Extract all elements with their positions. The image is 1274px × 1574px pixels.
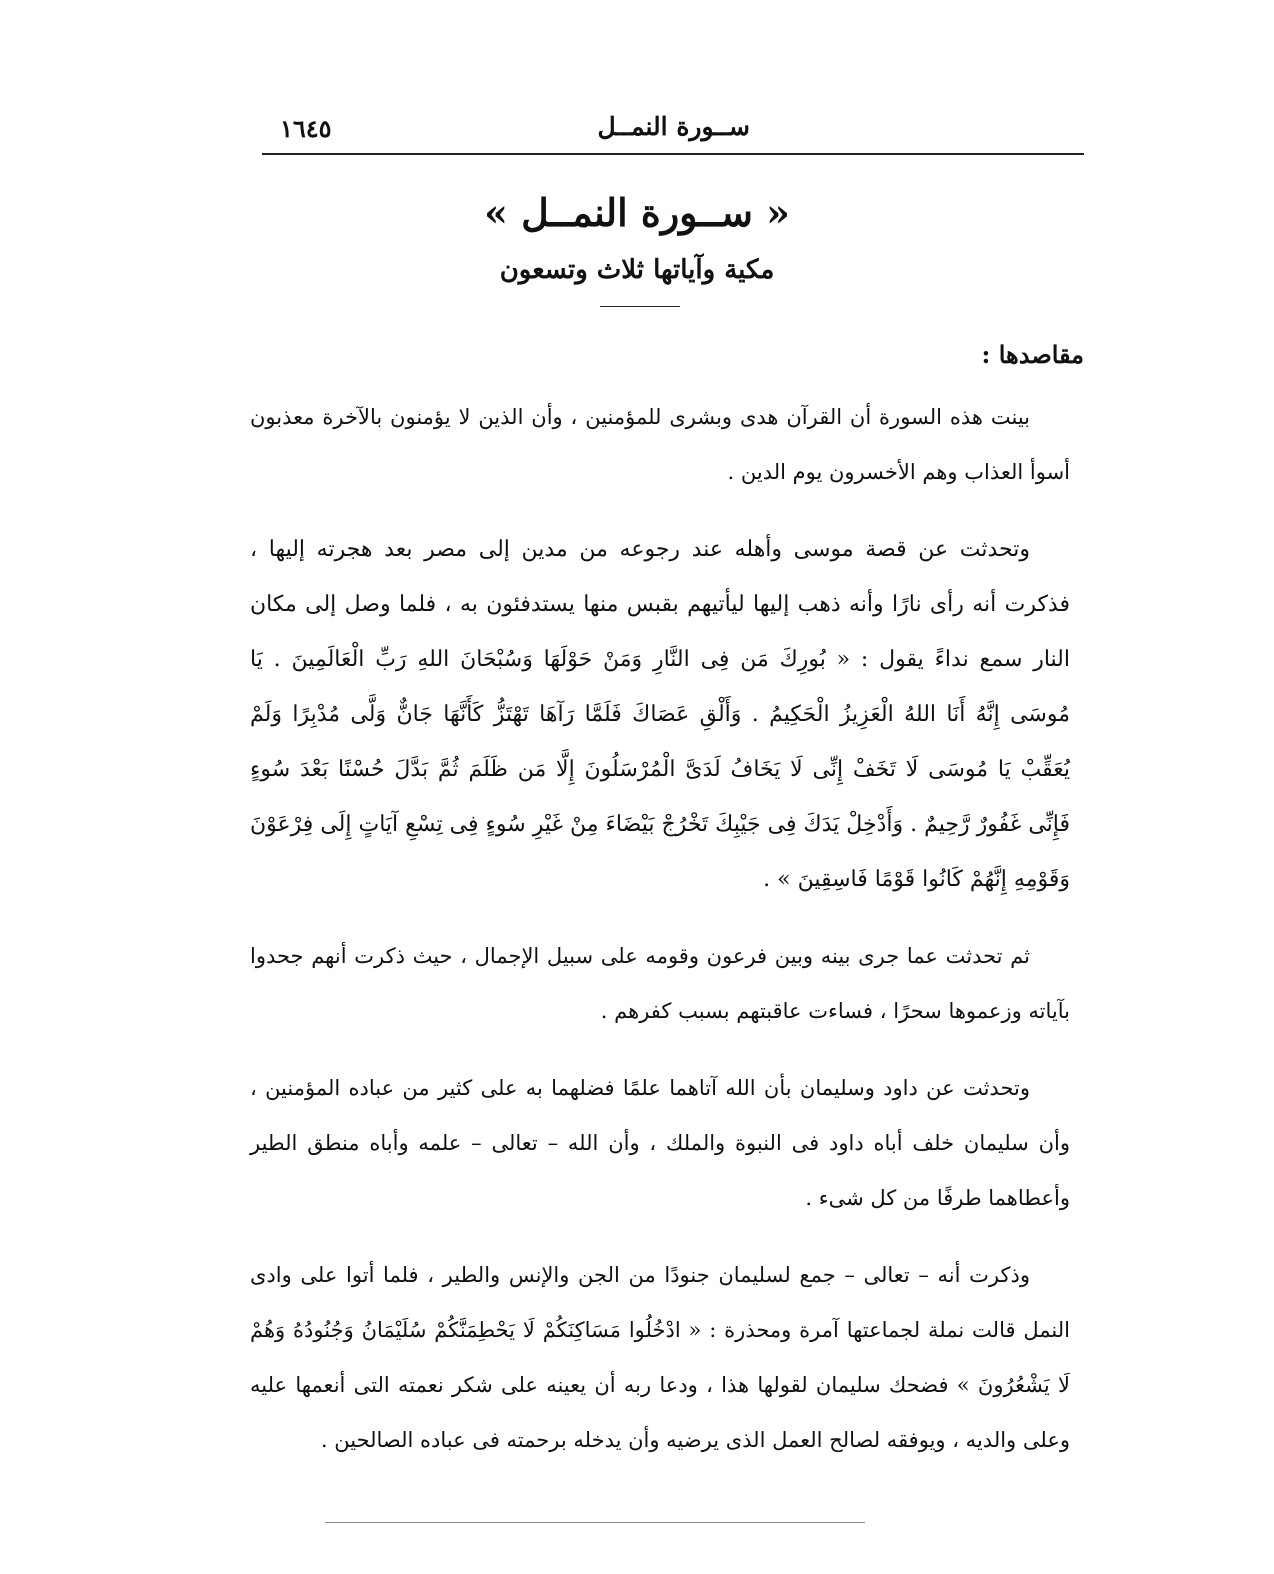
paragraph: وذكرت أنه – تعالى – جمع لسليمان جنودًا من الجن والإنس والطير ، فلما أتوا على وادى النمل قالت نملة لجماعتها آمرة ومحذرة : « ادْخُلُوا مَسَاكِنَكُمْ لَا يَحْطِمَنَّكُمْ سُلَيْمَانُ وَجُنُودُهُ وَهُمْ لَا يَشْعُرُونَ » فضحك سليمان لقولها هذا ، ودعا ربه أن يعينه على شكر نعمته التى أنعمها عليه وعلى والديه ، ويوفقه لصالح العمل الذى يرضيه وأن يدخله برحمته فى عباده الصالحين . [250, 1263, 1070, 1452]
title-divider [600, 306, 680, 307]
section-heading: مقاصدها : [981, 340, 1084, 369]
header-divider [262, 153, 1084, 155]
surah-subtitle: مكية وآياتها ثلاث وتسعون [499, 255, 775, 285]
page-number: ١٦٤٥ [280, 114, 332, 143]
paragraph: وتحدثت عن داود وسليمان بأن الله آتاهما علمًا فضلهما به على كثير من عباده المؤمنين ، وأن سليمان خلف أباه داود فى النبوة والملك ، وأن الله – تعالى – علمه وأباه منطق الطير وأعطاهما طرفًا من كل شىء . [250, 1076, 1070, 1210]
paragraph: وتحدثت عن قصة موسى وأهله عند رجوعه من مدين إلى مصر بعد هجرته إليها ، فذكرت أنه رأى نارًا وأنه ذهب إليها ليأتيهم بقبس منها يستدفئون به ، فلما وصل إلى مكان النار سمع نداءً يقول : « بُورِكَ مَن فِى النَّارِ وَمَنْ حَوْلَهَا وَسُبْحَانَ اللهِ رَبِّ الْعَالَمِينَ . يَا مُوسَى إِنَّهُ أَنَا اللهُ الْعَزِيزُ الْحَكِيمُ . وَأَلْقِ عَصَاكَ فَلَمَّا رَآهَا تَهْتَزُّ كَأَنَّهَا جَانٌّ وَلَّى مُدْبِرًا وَلَمْ يُعَقِّبْ يَا مُوسَى لَا تَخَفْ إِنِّى لَا يَخَافُ لَدَىَّ الْمُرْسَلُونَ إِلَّا مَن ظَلَمَ ثُمَّ بَدَّلَ حُسْنًا بَعْدَ سُوءٍ فَإِنِّى غَفُورٌ رَّحِيمٌ . وَأَدْخِلْ يَدَكَ فِى جَيْبِكَ تَخْرُجْ بَيْضَاءَ مِنْ غَيْرِ سُوءٍ فِى تِسْعِ آيَاتٍ إِلَى فِرْعَوْنَ وَقَوْمِهِ إِنَّهُمْ كَانُوا قَوْمًا فَاسِقِينَ » . [250, 537, 1070, 892]
body-text [250, 390, 1070, 1490]
running-title: ســورة النمــل [597, 112, 750, 141]
footer-divider [325, 1522, 865, 1523]
running-header [262, 108, 1084, 148]
paragraph: ثم تحدثت عما جرى بينه وبين فرعون وقومه على سبيل الإجمال ، حيث ذكرت أنهم جحدوا بآياته وزعموها سحرًا ، فساءت عاقبتهم بسبب كفرهم . [250, 944, 1070, 1023]
paragraph: بينت هذه السورة أن القرآن هدى وبشرى للمؤمنين ، وأن الذين لا يؤمنون بالآخرة معذبون أسوأ العذاب وهم الأخسرون يوم الدين . [250, 405, 1070, 484]
surah-title: « ســورة النمــل » [484, 190, 790, 235]
